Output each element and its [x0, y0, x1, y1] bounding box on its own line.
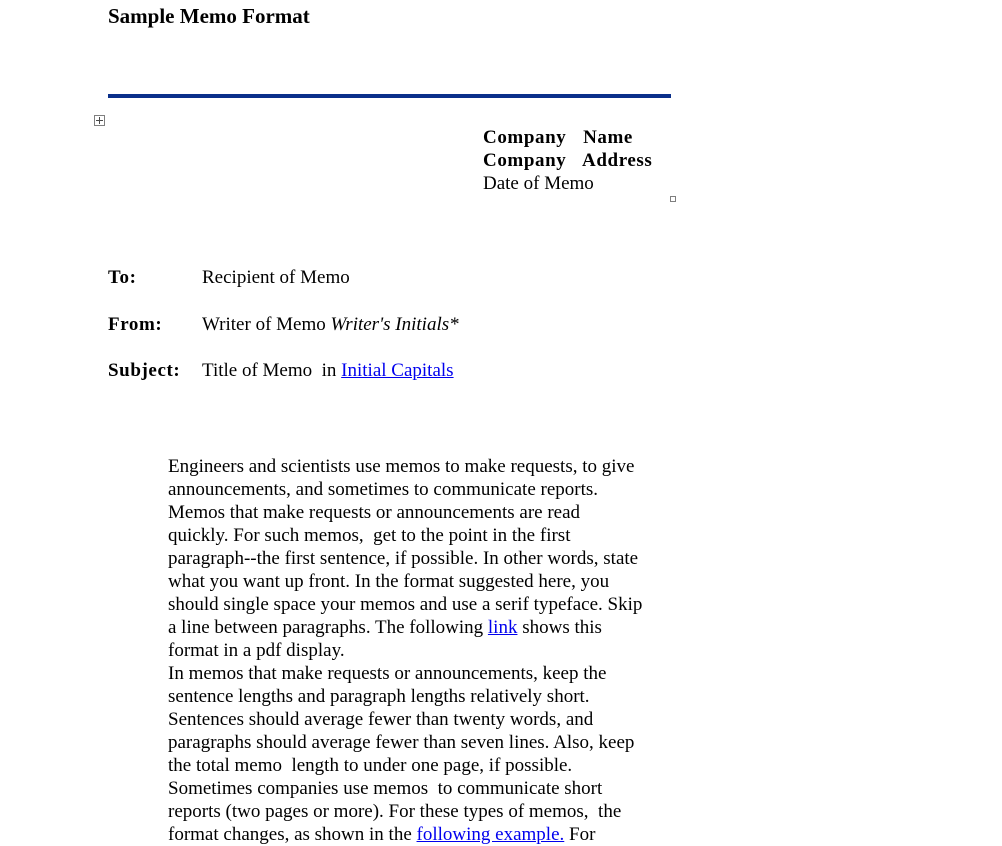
table-resize-handle-icon[interactable]	[670, 196, 676, 202]
body-line: the total memo length to under one page, if possible.	[168, 755, 573, 776]
body-line: Engineers and scientists use memos to make requests, to give	[168, 456, 635, 477]
from-value-group	[202, 313, 459, 336]
initials-asterisk: *	[449, 314, 459, 335]
from-value: Writer of Memo	[202, 314, 326, 335]
to-value: Recipient of Memo	[202, 267, 350, 288]
body-line: reports (two pages or more). For these types of memos, the	[168, 801, 622, 822]
body-line: quickly. For such memos, get to the point in the first	[168, 525, 571, 546]
to-label: To:	[108, 267, 137, 288]
body-text-fragment: a line between paragraphs. The following	[168, 617, 484, 638]
body-line: paragraph--the first sentence, if possible. In other words, state	[168, 548, 639, 569]
document-title: Sample Memo Format	[108, 4, 310, 28]
title-divider-rule	[108, 94, 671, 98]
writer-initials: Writer's Initials	[330, 314, 450, 335]
body-text-fragment: format changes, as shown in the	[168, 824, 412, 845]
body-text-fragment: For	[569, 824, 596, 845]
memo-body	[168, 455, 688, 846]
body-line-with-link	[168, 616, 688, 639]
body-line: Sentences should average fewer than twenty words, and	[168, 709, 594, 730]
body-line: paragraphs should average fewer than seven lines. Also, keep	[168, 732, 635, 753]
company-address: Company Address	[483, 150, 653, 171]
memo-date: Date of Memo	[483, 173, 594, 194]
body-line: In memos that make requests or announcements, keep the	[168, 663, 607, 684]
body-line: Memos that make requests or announcements are read	[168, 502, 581, 523]
subject-value-group	[202, 359, 454, 382]
following-example-link[interactable]: following example.	[416, 824, 565, 845]
company-name: Company Name	[483, 127, 633, 148]
body-line: sentence lengths and paragraph lengths relatively short.	[168, 686, 590, 707]
pdf-display-link[interactable]: link	[487, 617, 518, 638]
body-line-with-link	[168, 823, 688, 846]
body-line: announcements, and sometimes to communicate reports.	[168, 479, 599, 500]
company-block	[483, 126, 652, 195]
body-line: Sometimes companies use memos to communicate short	[168, 778, 603, 799]
subject-label: Subject:	[108, 360, 181, 381]
initial-capitals-link[interactable]: Initial Capitals	[341, 360, 454, 381]
body-line: what you want up front. In the format suggested here, you	[168, 571, 610, 592]
table-move-handle-icon[interactable]	[94, 115, 105, 126]
body-line: should single space your memos and use a serif typeface. Skip	[168, 594, 643, 615]
body-line: format in a pdf display.	[168, 640, 345, 661]
body-text-fragment: shows this	[522, 617, 602, 638]
subject-value: Title of Memo in	[202, 360, 337, 381]
from-label: From:	[108, 314, 163, 335]
